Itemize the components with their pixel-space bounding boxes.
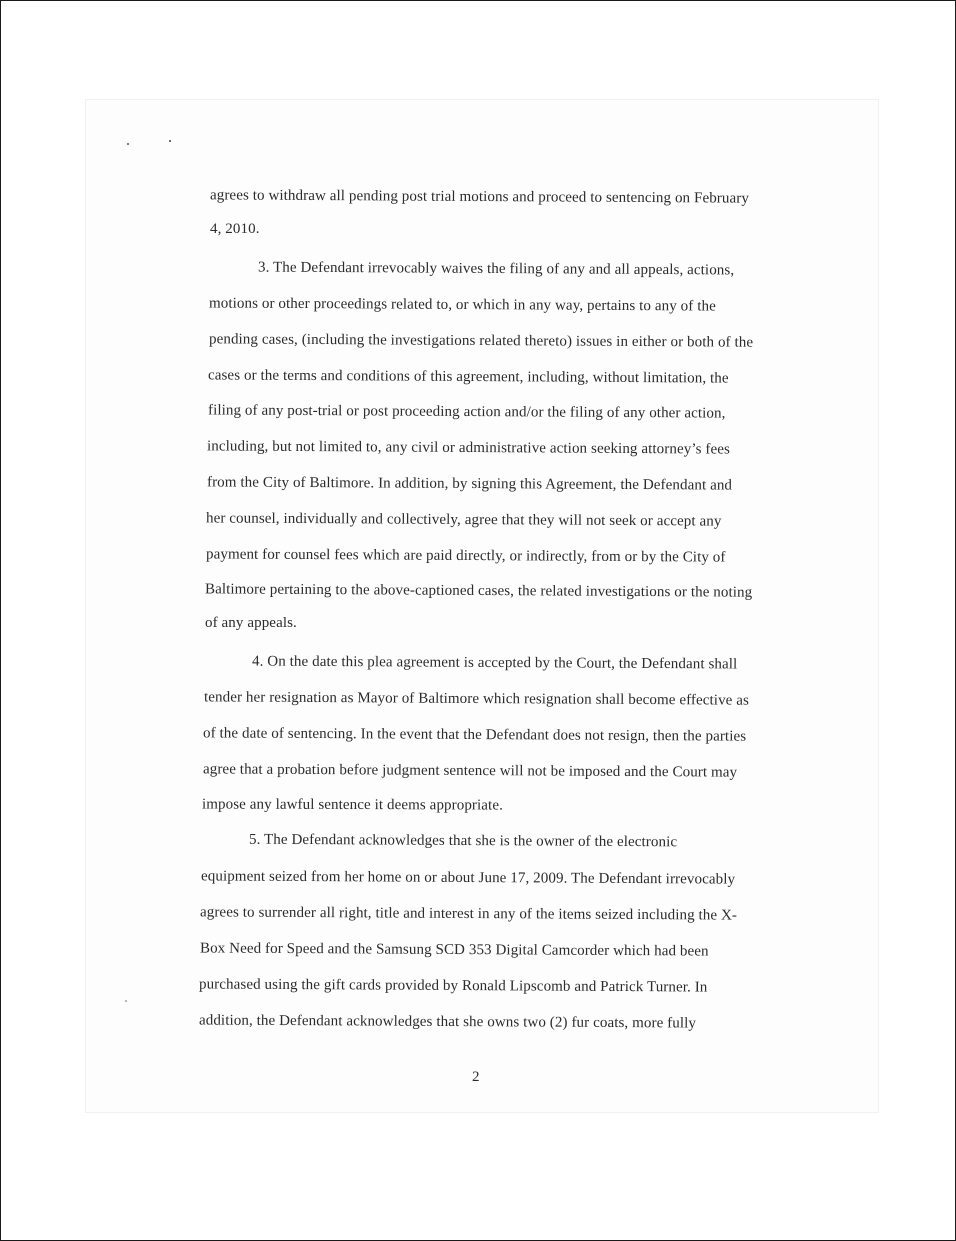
- text-line: her counsel, individually and collectively, agree that they will not seek or accept any: [205, 510, 722, 530]
- text-line: impose any lawful sentence it deems appropriate.: [201, 796, 503, 814]
- text-line: of the date of sentencing. In the event that the Defendant does not resign, then the parties: [202, 725, 747, 745]
- text-line: cases or the terms and conditions of this agreement, including, without limitation, the: [207, 367, 729, 387]
- text-line: agrees to withdraw all pending post trial motions and proceed to sentencing on February: [209, 187, 750, 207]
- text-line: of any appeals.: [205, 615, 297, 631]
- text-line: 5. The Defendant acknowledges that she is the owner of the electronic: [248, 831, 678, 851]
- text-line: payment for counsel fees which are paid directly, or indirectly, from or by the City of: [205, 546, 726, 566]
- text-line: agree that a probation before judgment sentence will not be imposed and the Court may: [202, 761, 738, 781]
- text-line: filing of any post-trial or post proceeding action and/or the filing of any other action,: [207, 402, 726, 422]
- text-line: equipment seized from her home on or about June 17, 2009. The Defendant irrevocably: [200, 868, 736, 888]
- document-page: [86, 100, 878, 1112]
- text-line: from the City of Baltimore. In addition, by signing this Agreement, the Defendant and: [206, 474, 733, 494]
- text-line: Box Need for Speed and the Samsung SCD 353 Digital Camcorder which had been: [199, 940, 709, 960]
- text-line: 4. On the date this plea agreement is accepted by the Court, the Defendant shall: [251, 653, 738, 673]
- scan-speck: [125, 1000, 127, 1002]
- scan-speck: [169, 140, 171, 142]
- text-line: 3. The Defendant irrevocably waives the filing of any and all appeals, actions,: [257, 259, 735, 279]
- text-line: addition, the Defendant acknowledges that she owns two (2) fur coats, more fully: [198, 1012, 697, 1032]
- text-line: tender her resignation as Mayor of Baltimore which resignation shall become effective as: [203, 689, 750, 709]
- text-line: pending cases, (including the investigations related thereto) issues in either or both of the: [208, 331, 754, 351]
- text-line: purchased using the gift cards provided by Ronald Lipscomb and Patrick Turner. In: [198, 976, 708, 996]
- page-number: 2: [472, 1069, 480, 1085]
- text-line: Baltimore pertaining to the above-captioned cases, the related investigations or the noting: [204, 581, 753, 601]
- scan-speck: [127, 143, 129, 145]
- text-line: agrees to surrender all right, title and interest in any of the items seized including the X-: [199, 904, 738, 924]
- text-line: motions or other proceedings related to, or which in any way, pertains to any of the: [208, 295, 716, 315]
- text-line: including, but not limited to, any civil or administrative action seeking attorney’s fees: [206, 438, 730, 458]
- text-line: 4, 2010.: [210, 221, 260, 237]
